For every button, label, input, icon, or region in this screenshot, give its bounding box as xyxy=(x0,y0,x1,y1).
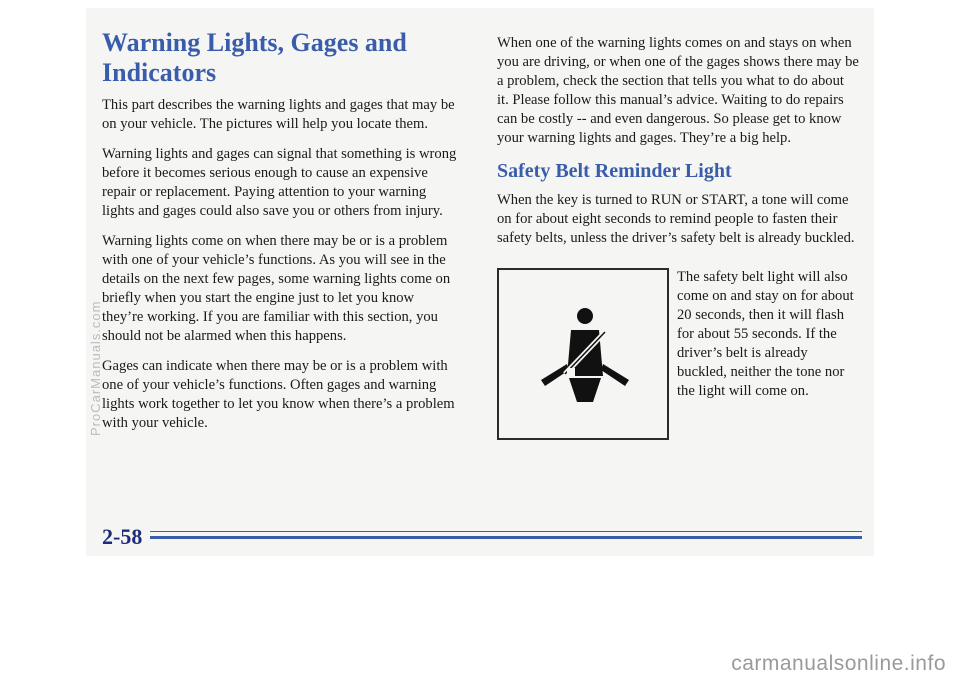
bottom-watermark: carmanualsonline.info xyxy=(731,652,946,675)
intro-paragraph: When one of the warning lights comes on and stays on when you are driving, or when one of the gages shows there may be a problem, check the section that tells you what to do about it. Please follow this manual’s advice. Waiting to do repairs can be costly -- and even dangerous. So please get to know your warning lights and gages. They’re a big help. xyxy=(497,35,859,146)
body-paragraph: Gages can indicate when there may be or is a problem with one of your vehicle’s functions. Often gages and warning lights work together to let you know when there’s a problem with your vehicle. xyxy=(102,358,455,431)
subsection-title: Safety Belt Reminder Light xyxy=(497,160,732,182)
page-number: 2-58 xyxy=(102,524,143,549)
seatbelt-figure xyxy=(497,268,859,444)
right-column xyxy=(497,34,859,444)
body-paragraph: This part describes the warning lights and gages that may be on your vehicle. The pictures will help you locate them. xyxy=(102,97,455,132)
side-watermark: ProCarManuals.com xyxy=(88,300,103,436)
figure-caption: The safety belt light will also come on and stay on for about 20 seconds, then it will flash for about 55 seconds. If the driver’s belt is already buckled, neither the tone nor the light will come on. xyxy=(677,269,854,399)
figure-frame xyxy=(497,268,669,440)
body-paragraph: Warning lights and gages can signal that something is wrong before it becomes serious enough to cause an expensive repair or replacement. Paying attention to your warning lights and gages could also save you or others from injury. xyxy=(102,146,457,219)
seatbelt-icon xyxy=(539,306,631,406)
left-column xyxy=(102,28,458,444)
body-paragraph: Warning lights come on when there may be or is a problem with one of your vehicle’s functions. As you will see in the details on the next few pages, some warning lights come on briefly when you start the engine just to let you know they’re working. If you are familiar with this section, you should not be alarmed when this happens. xyxy=(102,233,451,344)
section-title: Warning Lights, Gages and Indicators xyxy=(102,28,407,87)
subsection-paragraph: When the key is turned to RUN or START, a tone will come on for about eight seconds to remind people to fasten their safety belts, unless the driver’s safety belt is already buckled. xyxy=(497,192,855,246)
footer-rule-thin xyxy=(150,531,862,532)
footer-rule xyxy=(150,536,862,539)
